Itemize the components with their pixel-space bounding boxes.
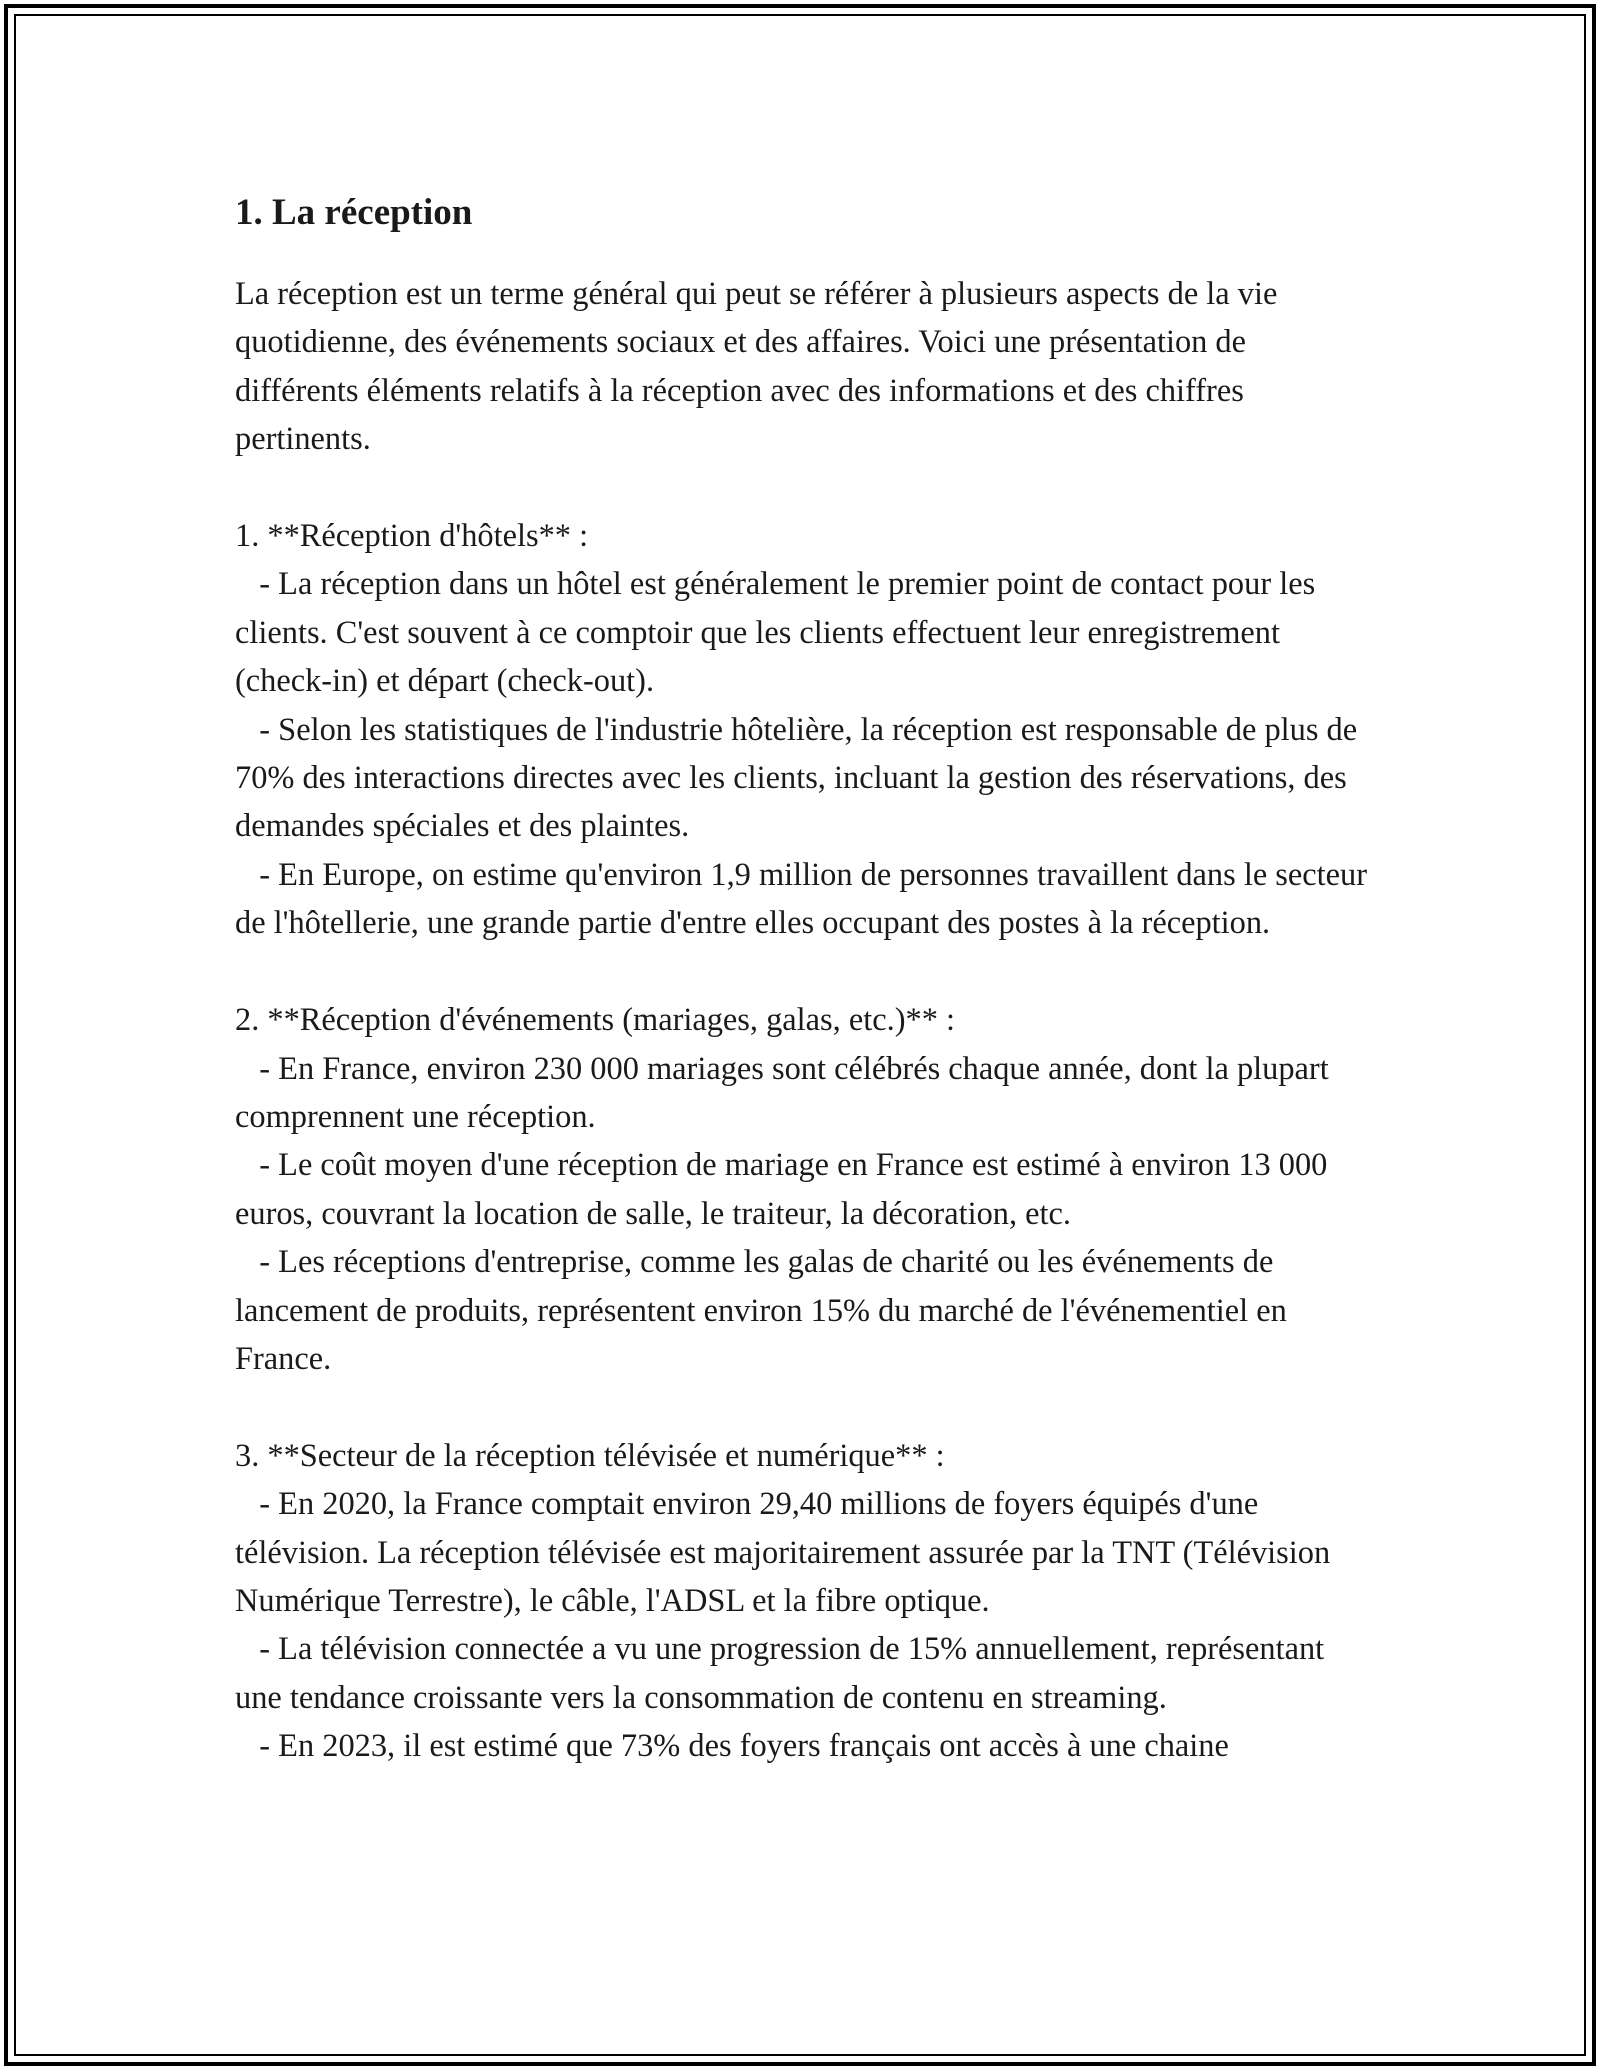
document-content: [235, 185, 1370, 1771]
body-text: La réception est un terme général qui peut se référer à plusieurs aspects de la vie quotidienne, des événements sociaux et des affaires. Voici une présentation de différents éléments relatifs à la réception avec des informations et des chiffres pertinents. 1. **Réception d'hôtels** : - La réception dans un hôtel est généralement le premier point de contact pour les clients. C'est souvent à ce comptoir que les clients effectuent leur enregistrement (check-in) et départ (check-out). - Selon les statistiques de l'industrie hôtelière, la réception est responsable de plus de 70% des interactions directes avec les clients, incluant la gestion des réservations, des demandes spéciales et des plaintes. - En Europe, on estime qu'environ 1,9 million de personnes travaillent dans le secteur de l'hôtellerie, une grande partie d'entre elles occupant des postes à la réception. 2. **Réception d'événements (mariages, galas, etc.)** : - En France, environ 230 000 mariages sont célébrés chaque année, dont la plupart comprennent une réception. - Le coût moyen d'une réception de mariage en France est estimé à environ 13 000 euros, couvrant la location de salle, le traiteur, la décoration, etc. - Les réceptions d'entreprise, comme les galas de charité ou les événements de lancement de produits, représentent environ 15% du marché de l'événementiel en France. 3. **Secteur de la réception télévisée et numérique** : - En 2020, la France comptait environ 29,40 millions de foyers équipés d'une télévision. La réception télévisée est majoritairement assurée par la TNT (Télévision Numérique Terrestre), le câble, l'ADSL et la fibre optique. - La télévision connectée a vu une progression de 15% annuellement, représentant une tendance croissante vers la consommation de contenu en streaming. - En 2023, il est estimé que 73% des foyers français ont accès à une chaine: [235, 276, 1368, 1765]
section-heading: 1. La réception: [235, 192, 473, 233]
